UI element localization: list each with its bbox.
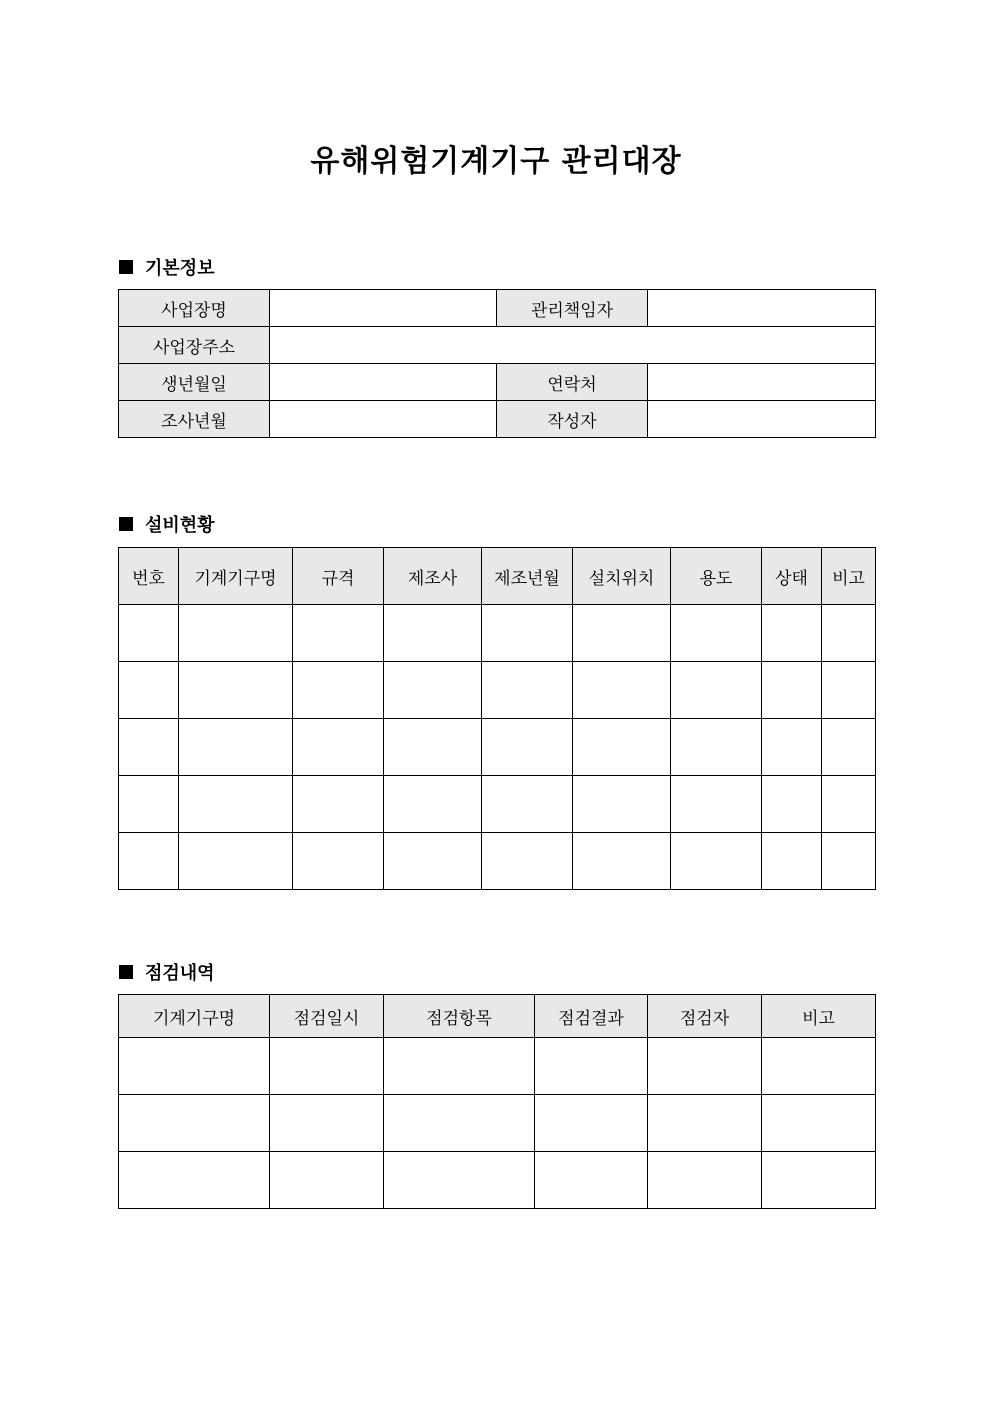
table-cell[interactable] (119, 605, 179, 662)
table-cell[interactable] (179, 833, 293, 890)
writer-field[interactable] (648, 401, 876, 438)
table-cell[interactable] (119, 776, 179, 833)
manager-label: 관리책임자 (497, 290, 648, 327)
site-name-label: 사업장명 (119, 290, 270, 327)
writer-label: 작성자 (497, 401, 648, 438)
table-cell[interactable] (671, 605, 762, 662)
inspection-heading (119, 959, 215, 985)
column-header: 점검결과 (535, 995, 648, 1038)
table-cell[interactable] (270, 1152, 384, 1209)
table-row (119, 364, 876, 401)
column-header: 상태 (762, 548, 822, 605)
basic-info-heading-text: 기본정보 (145, 258, 215, 279)
table-cell[interactable] (822, 719, 876, 776)
table-cell[interactable] (384, 1095, 535, 1152)
table-cell[interactable] (119, 1152, 270, 1209)
square-bullet-icon (119, 965, 133, 979)
inspection-table (118, 994, 876, 1209)
table-cell[interactable] (270, 1038, 384, 1095)
table-row (119, 833, 876, 890)
table-cell[interactable] (384, 776, 482, 833)
table-cell[interactable] (762, 605, 822, 662)
table-row (119, 1038, 876, 1095)
table-cell[interactable] (762, 1152, 876, 1209)
table-cell[interactable] (270, 1095, 384, 1152)
table-header-row (119, 995, 876, 1038)
table-cell[interactable] (535, 1095, 648, 1152)
table-cell[interactable] (482, 662, 573, 719)
table-cell[interactable] (384, 833, 482, 890)
table-cell[interactable] (119, 662, 179, 719)
table-cell[interactable] (179, 662, 293, 719)
column-header: 비고 (822, 548, 876, 605)
table-cell[interactable] (671, 776, 762, 833)
column-header: 점검항목 (384, 995, 535, 1038)
table-cell[interactable] (762, 833, 822, 890)
table-cell[interactable] (671, 833, 762, 890)
survey-date-label: 조사년월 (119, 401, 270, 438)
equipment-heading (119, 511, 215, 537)
column-header: 용도 (671, 548, 762, 605)
table-cell[interactable] (648, 1152, 762, 1209)
table-row (119, 401, 876, 438)
table-cell[interactable] (119, 1038, 270, 1095)
column-header: 번호 (119, 548, 179, 605)
table-cell[interactable] (822, 833, 876, 890)
contact-field[interactable] (648, 364, 876, 401)
table-cell[interactable] (648, 1095, 762, 1152)
column-header: 점검자 (648, 995, 762, 1038)
manager-field[interactable] (648, 290, 876, 327)
table-cell[interactable] (762, 1095, 876, 1152)
basic-info-heading (119, 254, 215, 280)
site-address-field[interactable] (270, 327, 876, 364)
table-cell[interactable] (293, 719, 384, 776)
table-cell[interactable] (482, 833, 573, 890)
table-cell[interactable] (293, 605, 384, 662)
table-cell[interactable] (822, 662, 876, 719)
table-cell[interactable] (573, 662, 671, 719)
table-cell[interactable] (535, 1038, 648, 1095)
table-row (119, 1095, 876, 1152)
table-cell[interactable] (762, 776, 822, 833)
table-cell[interactable] (671, 662, 762, 719)
table-cell[interactable] (179, 776, 293, 833)
table-cell[interactable] (179, 719, 293, 776)
table-cell[interactable] (762, 1038, 876, 1095)
square-bullet-icon (119, 260, 133, 274)
table-header-row (119, 548, 876, 605)
table-cell[interactable] (179, 605, 293, 662)
table-row (119, 719, 876, 776)
column-header: 설치위치 (573, 548, 671, 605)
table-cell[interactable] (573, 833, 671, 890)
survey-date-field[interactable] (270, 401, 497, 438)
column-header: 기계기구명 (119, 995, 270, 1038)
table-cell[interactable] (384, 605, 482, 662)
equipment-heading-text: 설비현황 (145, 515, 215, 536)
table-row (119, 662, 876, 719)
column-header: 제조년월 (482, 548, 573, 605)
equipment-table (118, 547, 876, 890)
table-cell[interactable] (822, 776, 876, 833)
table-cell[interactable] (384, 1152, 535, 1209)
column-header: 기계기구명 (179, 548, 293, 605)
table-cell[interactable] (482, 719, 573, 776)
table-row (119, 327, 876, 364)
table-cell[interactable] (293, 776, 384, 833)
table-cell[interactable] (482, 776, 573, 833)
table-cell[interactable] (384, 719, 482, 776)
birth-date-label: 생년월일 (119, 364, 270, 401)
table-cell[interactable] (671, 719, 762, 776)
table-cell[interactable] (384, 1038, 535, 1095)
table-cell[interactable] (762, 719, 822, 776)
site-name-field[interactable] (270, 290, 497, 327)
table-cell[interactable] (384, 662, 482, 719)
table-row (119, 605, 876, 662)
table-cell[interactable] (119, 833, 179, 890)
table-cell[interactable] (648, 1038, 762, 1095)
document-title: 유해위험기계기구 관리대장 (310, 144, 682, 179)
table-row (119, 290, 876, 327)
birth-date-field[interactable] (270, 364, 497, 401)
table-cell[interactable] (293, 833, 384, 890)
column-header: 규격 (293, 548, 384, 605)
column-header: 비고 (762, 995, 876, 1038)
table-cell[interactable] (573, 719, 671, 776)
column-header: 제조사 (384, 548, 482, 605)
table-cell[interactable] (293, 662, 384, 719)
table-cell[interactable] (535, 1152, 648, 1209)
table-cell[interactable] (822, 605, 876, 662)
square-bullet-icon (119, 517, 133, 531)
table-cell[interactable] (119, 719, 179, 776)
table-cell[interactable] (762, 662, 822, 719)
table-cell[interactable] (119, 1095, 270, 1152)
basic-info-table (118, 289, 876, 438)
table-cell[interactable] (573, 776, 671, 833)
contact-label: 연락처 (497, 364, 648, 401)
table-cell[interactable] (482, 605, 573, 662)
inspection-heading-text: 점검내역 (145, 963, 215, 984)
column-header: 점검일시 (270, 995, 384, 1038)
table-cell[interactable] (573, 605, 671, 662)
table-row (119, 1152, 876, 1209)
table-row (119, 776, 876, 833)
site-address-label: 사업장주소 (119, 327, 270, 364)
